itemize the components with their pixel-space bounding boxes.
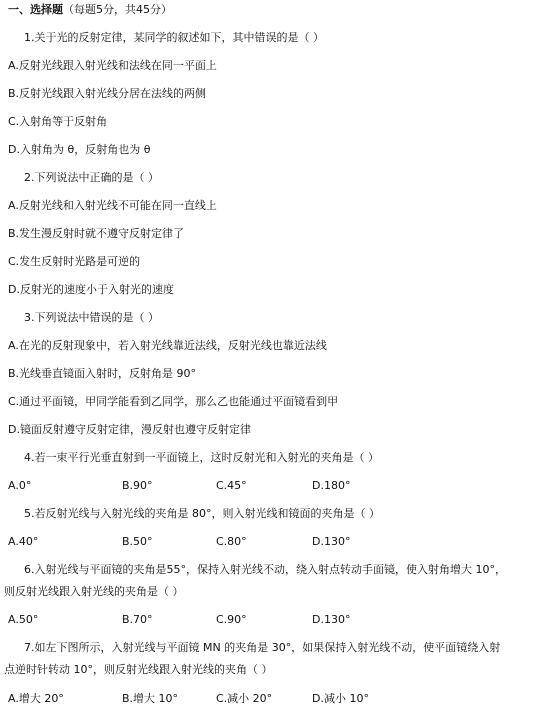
question-7-option-a: A.增大 20° bbox=[8, 692, 64, 705]
question-5-option-a: A.40° bbox=[8, 535, 39, 548]
question-5-option-d: D.130° bbox=[312, 535, 351, 548]
question-7-option-c: C.减小 20° bbox=[216, 692, 273, 705]
question-2-option-c: C.发生反射时光路是可逆的 bbox=[8, 255, 141, 268]
question-7-stem-cont: 点逆时针转动 10°，则反射光线跟入射光线的夹角（ ） bbox=[4, 663, 273, 676]
question-2-stem: 2.下列说法中正确的是（ ） bbox=[24, 171, 159, 184]
question-5-option-c: C.80° bbox=[216, 535, 247, 548]
question-3-option-b: B.光线垂直镜面入射时，反射角是 90° bbox=[8, 367, 197, 380]
question-6-stem-cont: 则反射光线跟入射光线的夹角是（ ） bbox=[4, 585, 184, 598]
question-4-option-c: C.45° bbox=[216, 479, 247, 492]
section-title: 一、选择题 bbox=[8, 3, 63, 16]
section-heading bbox=[8, 3, 172, 17]
question-3-option-a: A.在光的反射现象中，若入射光线靠近法线，反射光线也靠近法线 bbox=[8, 339, 327, 352]
question-6-stem: 6.入射光线与平面镜的夹角是55°，保持入射光线不动，绕入射点转动手面镜，使入射角增大 10°， bbox=[24, 563, 506, 576]
question-3-option-c: C.通过平面镜，甲同学能看到乙同学，那么乙也能通过平面镜看到甲 bbox=[8, 395, 339, 408]
question-7-option-d: D.减小 10° bbox=[312, 692, 369, 705]
question-7-option-b: B.增大 10° bbox=[122, 692, 179, 705]
question-6-option-b: B.70° bbox=[122, 613, 153, 626]
section-note: （每题5分，共45分） bbox=[63, 3, 172, 16]
question-2-option-d: D.反射光的速度小于入射光的速度 bbox=[8, 283, 174, 296]
question-1-option-c: C.入射角等于反射角 bbox=[8, 115, 108, 128]
question-5-option-b: B.50° bbox=[122, 535, 153, 548]
question-7-stem: 7.如左下图所示，入射光线与平面镜 MN 的夹角是 30°，如果保持入射光线不动，使平面镜绕入射 bbox=[24, 641, 501, 654]
question-1-option-a: A.反射光线跟入射光线和法线在同一平面上 bbox=[8, 59, 217, 72]
question-2-option-a: A.反射光线和入射光线不可能在同一直线上 bbox=[8, 199, 217, 212]
question-6-option-d: D.130° bbox=[312, 613, 351, 626]
question-6-option-c: C.90° bbox=[216, 613, 247, 626]
question-6-option-a: A.50° bbox=[8, 613, 39, 626]
question-1-stem: 1.关于光的反射定律，某同学的叙述如下，其中错误的是（ ） bbox=[24, 31, 324, 44]
question-4-option-b: B.90° bbox=[122, 479, 153, 492]
question-4-option-d: D.180° bbox=[312, 479, 351, 492]
question-5-stem: 5.若反射光线与入射光线的夹角是 80°，则入射光线和镜面的夹角是（ ） bbox=[24, 507, 380, 520]
question-2-option-b: B.发生漫反射时就不遵守反射定律了 bbox=[8, 227, 185, 240]
question-4-option-a: A.0° bbox=[8, 479, 32, 492]
question-1-option-b: B.反射光线跟入射光线分居在法线的两侧 bbox=[8, 87, 207, 100]
question-3-option-d: D.镜面反射遵守反射定律，漫反射也遵守反射定律 bbox=[8, 423, 251, 436]
question-3-stem: 3.下列说法中错误的是（ ） bbox=[24, 311, 159, 324]
question-4-stem: 4.若一束平行光垂直射到一平面镜上，这时反射光和入射光的夹角是（ ） bbox=[24, 451, 379, 464]
question-1-option-d: D.入射角为 θ，反射角也为 θ bbox=[8, 143, 151, 156]
